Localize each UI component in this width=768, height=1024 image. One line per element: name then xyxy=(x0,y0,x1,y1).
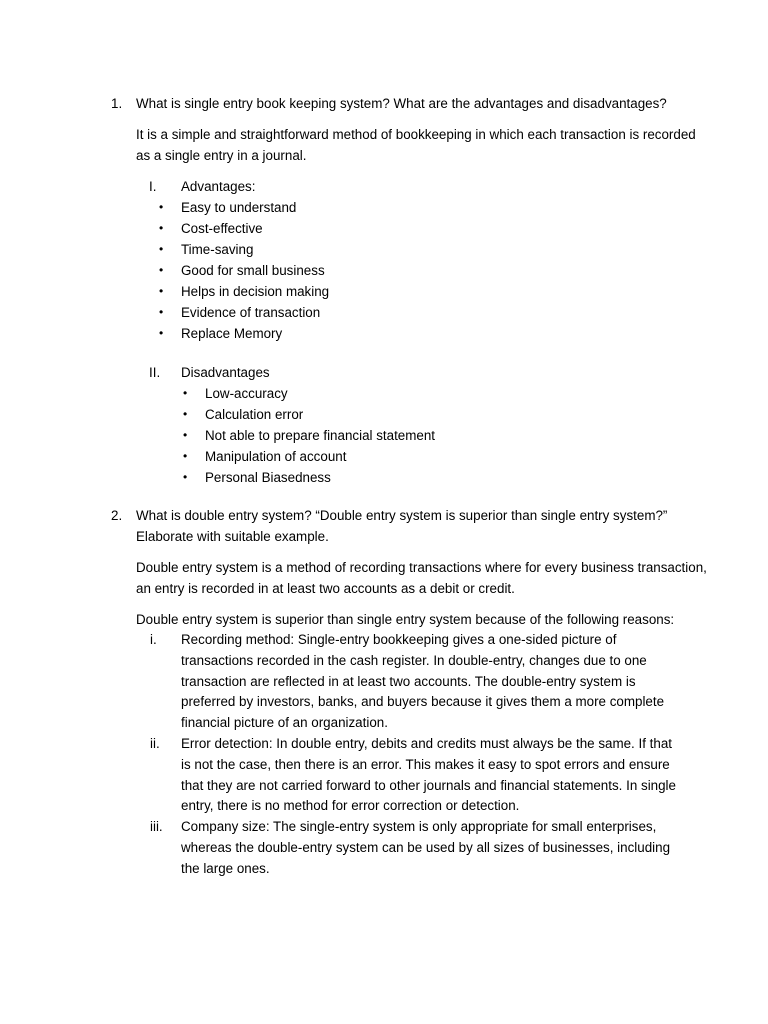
bullet-icon: • xyxy=(159,200,164,214)
question-1 xyxy=(0,93,768,114)
reason-numeral: ii. xyxy=(150,735,160,751)
question-2-text: What is double entry system? “Double entry system is superior than single entry system?” Elaborate with suitable example. xyxy=(136,508,668,544)
list-item xyxy=(0,239,768,260)
reasons-list xyxy=(0,630,768,880)
list-item xyxy=(0,383,768,404)
reason-text: Error detection: In double entry, debits and credits must always be the same. If that is not the case, then there is an error. This makes it easy to spot errors and ensure that they are not carried forward to other journals and financial statements. In single entry, there is no method for error correction or detection. xyxy=(181,735,676,814)
list-item xyxy=(0,425,768,446)
disadvantages-heading-text: Disadvantages xyxy=(181,365,270,380)
bullet-icon: • xyxy=(159,263,164,277)
disadvantages-heading xyxy=(0,362,768,383)
list-item xyxy=(0,323,768,344)
question-2-answer-intro: Double entry system is superior than single entry system because of the following reasons: xyxy=(136,612,675,627)
question-1-answer: It is a simple and straightforward method of bookkeeping in which each transaction is recorded as a single entry in a journal. xyxy=(136,127,696,163)
list-item xyxy=(0,218,768,239)
advantages-heading-text: Advantages: xyxy=(181,179,256,194)
list-item xyxy=(0,302,768,323)
reason-item xyxy=(0,817,768,879)
question-2-answer-definition: Double entry system is a method of recording transactions where for every business transaction, an entry is recorded in at least two accounts as a debit or credit. xyxy=(136,560,707,596)
question-2 xyxy=(0,505,768,547)
reason-item xyxy=(0,734,768,817)
reason-numeral: iii. xyxy=(150,819,163,835)
list-item-text: Not able to prepare financial statement xyxy=(205,428,436,443)
list-item xyxy=(0,260,768,281)
list-item-text: Time-saving xyxy=(181,242,254,257)
list-item xyxy=(0,467,768,488)
list-item xyxy=(0,404,768,425)
list-item-text: Cost-effective xyxy=(181,221,263,236)
bullet-icon: • xyxy=(159,284,164,298)
list-item-text: Good for small business xyxy=(181,263,325,278)
list-item-text: Manipulation of account xyxy=(205,449,347,464)
reason-text: Company size: The single-entry system is only appropriate for small enterprises, whereas the double-entry system can be used by all sizes of businesses, including the large ones. xyxy=(181,819,671,876)
list-item-text: Helps in decision making xyxy=(181,284,330,299)
list-item-text: Easy to understand xyxy=(181,200,297,215)
question-1-text: What is single entry book keeping system? What are the advantages and disadvantages? xyxy=(136,96,667,111)
bullet-icon: • xyxy=(183,428,188,442)
list-item-text: Calculation error xyxy=(205,407,304,422)
reason-text: Recording method: Single-entry bookkeeping gives a one-sided picture of transactions recorded in the cash register. In double-entry, changes due to one transaction are reflected in at least two accounts. The double-entry system is preferred by investors, banks, and buyers because it gives them a more complete financial picture of an organization. xyxy=(181,632,665,731)
bullet-icon: • xyxy=(159,326,164,340)
bullet-icon: • xyxy=(183,407,188,421)
disadvantages-list xyxy=(0,383,768,488)
bullet-icon: • xyxy=(183,449,188,463)
list-item xyxy=(0,446,768,467)
list-item xyxy=(0,281,768,302)
list-item-text: Personal Biasedness xyxy=(205,470,331,485)
question-1-number: 1. xyxy=(111,96,123,111)
disadvantages-numeral: II. xyxy=(149,365,161,380)
list-item xyxy=(0,197,768,218)
bullet-icon: • xyxy=(159,221,164,235)
list-item-text: Evidence of transaction xyxy=(181,305,321,320)
list-item-text: Low-accuracy xyxy=(205,386,288,401)
reason-numeral: i. xyxy=(150,632,157,647)
reason-item xyxy=(0,630,768,734)
list-item-text: Replace Memory xyxy=(181,326,283,341)
bullet-icon: • xyxy=(183,386,188,400)
question-2-number: 2. xyxy=(111,508,123,523)
advantages-numeral: I. xyxy=(149,179,157,194)
bullet-icon: • xyxy=(183,470,188,484)
bullet-icon: • xyxy=(159,305,164,319)
bullet-icon: • xyxy=(159,242,164,256)
advantages-heading xyxy=(0,176,768,197)
advantages-list xyxy=(0,197,768,344)
